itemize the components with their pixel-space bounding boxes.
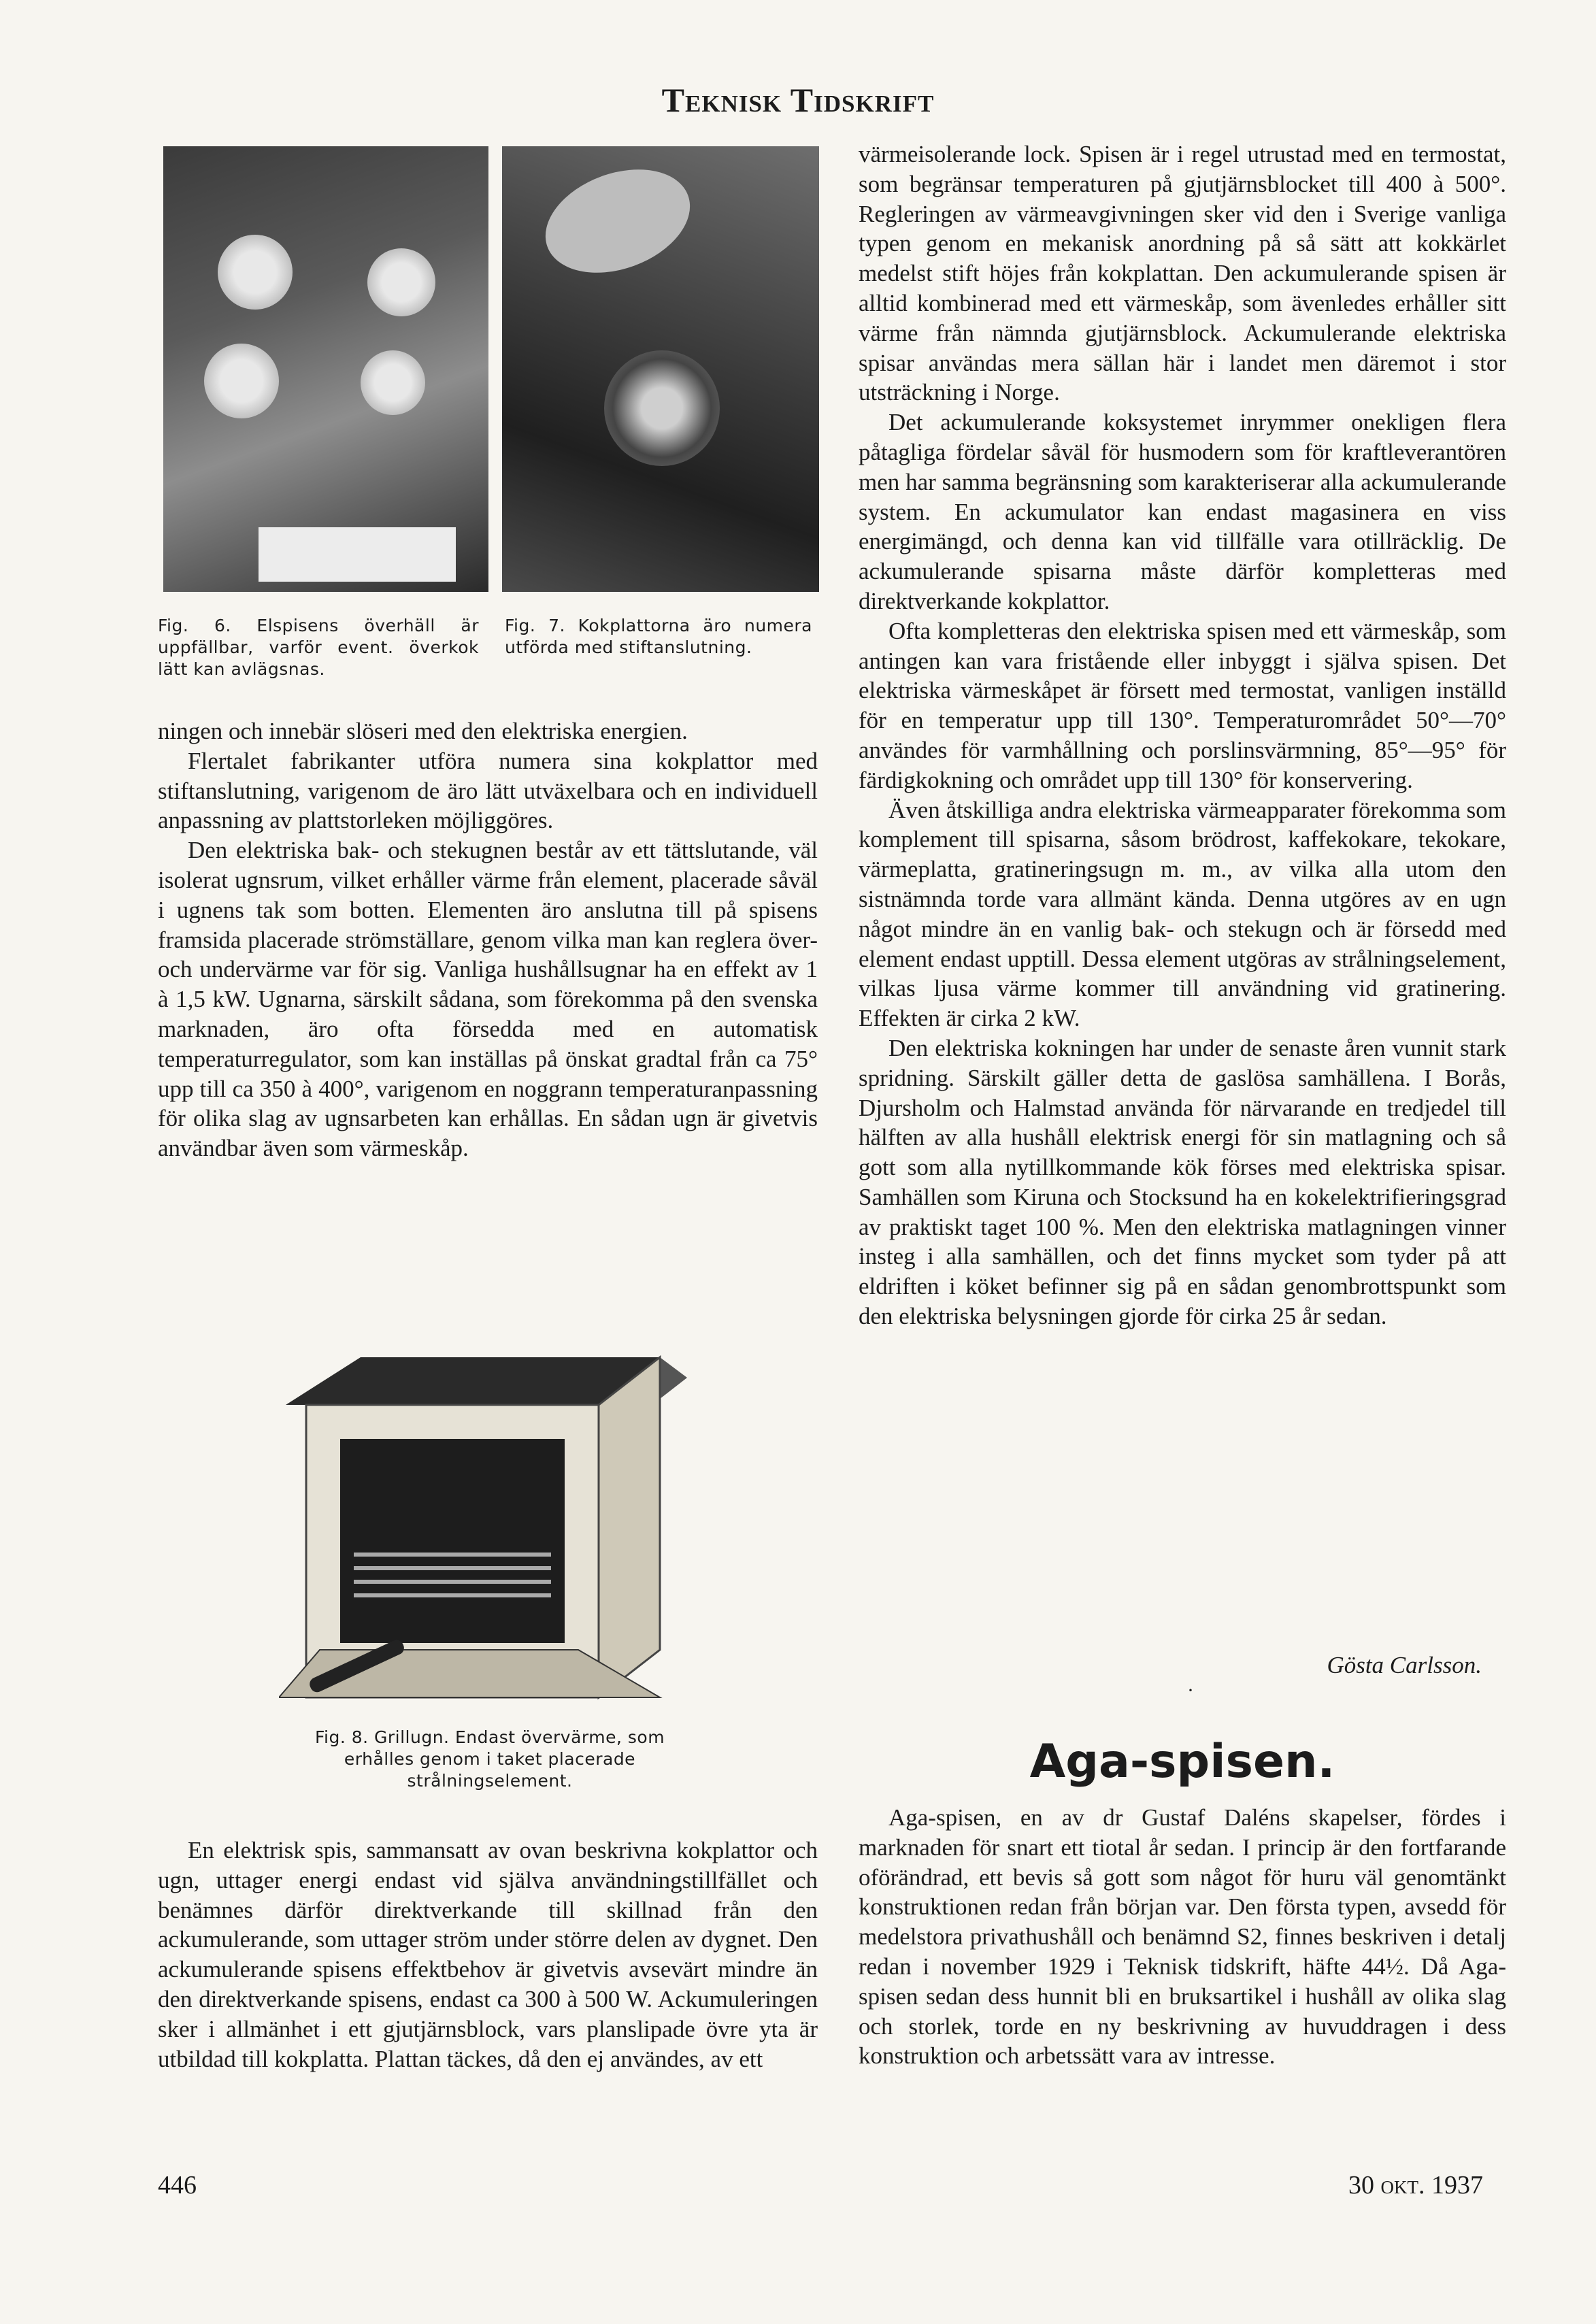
hotplate-shape (361, 350, 425, 415)
hotplate-shape (218, 235, 293, 310)
left-column-top-text (158, 716, 818, 1163)
figure-8-caption: Fig. 8. Grillugn. Endast övervärme, som erhålles genom i taket placerade strålningselement. (314, 1727, 665, 1791)
paragraph: En elektrisk spis, sammansatt av ovan beskrivna kokplattor och ugn, uttager energi endast vid själva användningstillfället och benämnes därför direktverkande till skillnad från den ackumulerande, som uttager ström under större delen av dygnet. Den ackumulerande spisens effektbehov är givetvis avsevärt mindre än den direktverkande spisens, endast ca 300 à 500 W. Ackumuleringen sker i allmänhet i ett gjutjärnsblock, vars planslipade övre yta är utbildad till kokplatta. Plattan täckes, då den ej användes, av ett (158, 1837, 818, 2072)
oven-front-shape (259, 527, 456, 582)
journal-header: Teknisk Tidskrift (661, 81, 935, 119)
paragraph: Aga-spisen, en av dr Gustaf Daléns skapelser, fördes i marknaden för snart ett tiotal år sedan. I princip är den fortfarande oförändrad, ett bevis så gott som något för huru väl genomtänkt konstruktionen redan från början var. Den första typen, avsedd för medelstora privathushåll och benämnd S2, finnes beskriven i detalj redan i november 1929 i Teknisk tidskrift, häfte 44½. Då Aga-spisen sedan dess hunnit bli en bruksartikel i hushåll av olika slag och storlek, torde en ny beskrivning av huvuddragen i dess konstruktion och arbetssätt vara av intresse. (859, 1804, 1506, 2070)
paragraph: ningen och innebär slöseri med den elektriska energien. (158, 718, 688, 744)
figure-6-caption: Fig. 6. Elspisens överhäll är uppfällbar, varför event. överkok lätt kan avlägsnas. (158, 616, 479, 679)
paragraph: Ofta kompletteras den elektriska spisen med ett värmeskåp, som antingen kan vara fristående eller inbyggt i själva spisen. Det elektriska värmeskåpet är försett med termostat, vanligen inställd för en temperatur upp till 130°. Temperaturområdet 50°—70° användes för varmhållning och porslinsvärmning, 85°—95° för färdigkokning och området upp till 130° för konservering. (859, 617, 1506, 793)
oven-side-shape (599, 1357, 660, 1697)
paragraph: Flertalet fabrikanter utföra numera sina kokplattor med stiftanslutning, varigenom de äro lätt utväxelbara och en individuell anpassning av plattstorleken möjliggöres. (158, 747, 818, 834)
oven-cavity-shape (340, 1439, 565, 1643)
figure-6-photo (163, 146, 488, 592)
paragraph: Den elektriska kokningen har under de senaste åren vunnit stark spridning. Särskilt gäller detta de gaslösa samhällena. I Borås, Djursholm och Halmstad använda för närvarande en tredjedel till hälften av alla hushåll elektrisk energi för sin matlagning och så gott som alla nytillkommande kök förses med elektriska spisar. Samhällen som Kiruna och Stocksund ha en kokelektrifieringsgrad av praktiskt taget 100 %. Men den elektriska matlagningen vinner insteg i alla samhällen, och det finns mycket som tyder på att eldriften i köket befinner sig på en sådan genombrottspunkt som den elektriska belysningen gjorde för cirka 25 år sedan. (859, 1034, 1506, 1330)
hotplate-shape (367, 248, 435, 316)
hand-with-plate-shape (531, 151, 705, 292)
hotplate-socket-shape (604, 350, 720, 466)
paragraph: värmeisolerande lock. Spisen är i regel utrustad med en termostat, som begränsar temperaturen på gjutjärnsblocket till 400 à 500°. Regleringen av värmeavgivningen sker vid den i Sverige vanliga typen genom en mekanisk anordning på så sätt att kokkärlet medelst stift höjes från kokplattan. Den ackumulerande spisen är alltid kombinerad med ett värmeskåp, som ävenledes erhåller sitt värme från nämnda gjutjärnsblock. Ackumulerande elektriska spisar användas mera sällan här i landet men däremot i stor utsträckning i Norge. (859, 141, 1506, 406)
figure-8-oven-illustration (279, 1350, 701, 1704)
oven-top-shape (286, 1357, 660, 1405)
issue-date: 30 okt. 1937 (1348, 2171, 1483, 2200)
hotplate-shape (204, 344, 279, 418)
left-column-bottom-text (158, 1836, 818, 2074)
right-column-text (859, 139, 1506, 1331)
paragraph: Det ackumulerande koksystemet inrymmer onekligen flera påtagliga fördelar såväl för husmodern som för kraftleverantören men har samma begränsning som karakteriserar alla ackumulerande system. En ackumulator kan endast magasinera en viss energimängd, och denna kan vid tillfälle vara otillräcklig. De ackumulerande spisarna måste därför kompletteras med direktverkande kokplattor. (859, 409, 1506, 614)
page-number: 446 (158, 2171, 197, 2200)
separator-dot: · (1187, 1679, 1194, 1702)
figure-7-caption: Fig. 7. Kokplattorna äro numera utförda med stiftanslutning. (505, 616, 812, 657)
figure-7-photo (502, 146, 819, 592)
paragraph: Den elektriska bak- och stekugnen består av ett tättslutande, väl isolerat ugnsrum, vilket erhåller värme från element, placerade såväl i ugnens tak som botten. Elementen äro anslutna till på spisens framsida placerade strömställare, genom vilka man kan reglera över- och undervärme var för sig. Vanliga hushållsugnar ha en effekt av 1 à 1,5 kW. Ugnarna, särskilt sådana, som förekomma på den svenska marknaden, äro ofta försedda med en automatisk temperaturregulator, som kan inställas på önskat gradtal från ca 75° upp till ca 350 à 400°, varigenom en noggrann temperaturanpassning för olika slag av ugnsarbeten kan erhållas. En sådan ugn är givetvis användbar även som värmeskåp. (158, 837, 818, 1162)
right-column-bottom-text (859, 1803, 1506, 2071)
author-signature: Gösta Carlsson. (1327, 1652, 1482, 1678)
section-title: Aga-spisen. (1029, 1735, 1335, 1789)
paragraph: Även åtskilliga andra elektriska värmeapparater förekomma som komplement till spisarna, såsom brödrost, kaffekokare, tekokare, värmeplatta, gratineringsugn m. m., av vilka alla utom den sistnämnda torde vara allmänt kända. Denna utgöres av en ugn något mindre än en vanlig bak- och stekugn och är försedd med element endast upptill. Dessa element utgöras av strålningselement, vilkas ljusa värme kommer till användning vid gratinering. Effekten är cirka 2 kW. (859, 796, 1506, 1032)
